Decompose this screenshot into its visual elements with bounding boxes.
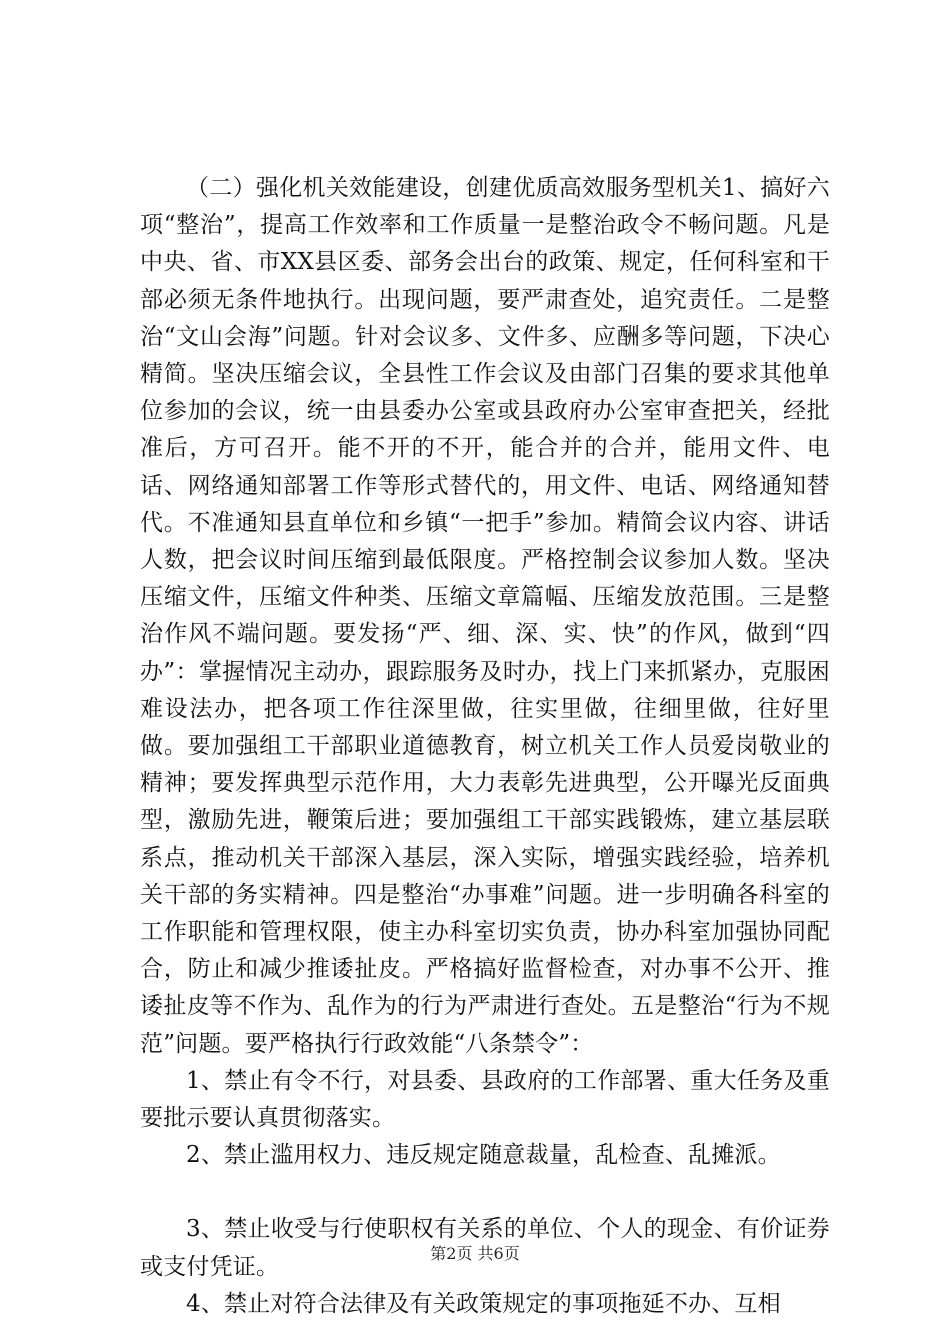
paragraph-rule-2: 2、禁止滥用权力、违反规定随意裁量，乱检查、乱摊派。	[186, 1142, 781, 1169]
document-body	[140, 170, 830, 1323]
paragraph-rule-4: 4、禁止对符合法律及有关政策规定的事项拖延不办、互相	[186, 1290, 781, 1317]
paragraph-rule-1: 1、禁止有令不行，对县委、县政府的工作部署、重大任务及重要批示要认真贯彻落实。	[140, 1067, 830, 1132]
paragraph-rule-3: 3、禁止收受与行使职权有关系的单位、个人的现金、有价证券或支付凭证。	[140, 1216, 830, 1280]
page-footer: 第2页 共6页	[430, 1244, 520, 1263]
paragraph-main: （二）强化机关效能建设，创建优质高效服务型机关1、搞好六项“整治”，提高工作效率和工作质量一是整治政令不畅问题。凡是中央、省、市XX县区委、部务会出台的政策、规定，任何科室和干部必须无条件地执行。出现问题，要严肃查处，追究责任。二是整治“文山会海”问题。针对会议多、文件多、应酬多等问题，下决心精简。坚决压缩会议，全县性工作会议及由部门召集的要求其他单位参加的会议，统一由县委办公室或县政府办公室审查把关，经批准后，方可召开。能不开的不开，能合并的合并，能用文件、电话、网络通知部署工作等形式替代的，用文件、电话、网络通知替代。不准通知县直单位和乡镇“一把手”参加。精简会议内容、讲话人数，把会议时间压缩到最低限度。严格控制会议参加人数。坚决压缩文件，压缩文件种类、压缩文章篇幅、压缩发放范围。三是整治作风不端问题。要发扬“严、细、深、实、快”的作风，做到“四办”：掌握情况主动办，跟踪服务及时办，找上门来抓紧办，克服困难设法办，把各项工作往深里做，往实里做，往细里做，往好里做。要加强组工干部职业道德教育，树立机关工作人员爱岗敬业的精神；要发挥典型示范作用，大力表彰先进典型，公开曝光反面典型，激励先进，鞭策后进；要加强组工干部实践锻炼，建立基层联系点，推动机关干部深入基层，深入实际，增强实践经验，培养机关干部的务实精神。四是整治“办事难”问题。进一步明确各科室的工作职能和管理权限，使主办科室切实负责，协办科室加强协同配合，防止和减少推诿扯皮。严格搞好监督检查，对办事不公开、推诿扯皮等不作为、乱作为的行为严肃进行查处。五是整治“行为不规范”问题。要严格执行行政效能“八条禁令”：	[140, 175, 830, 1057]
